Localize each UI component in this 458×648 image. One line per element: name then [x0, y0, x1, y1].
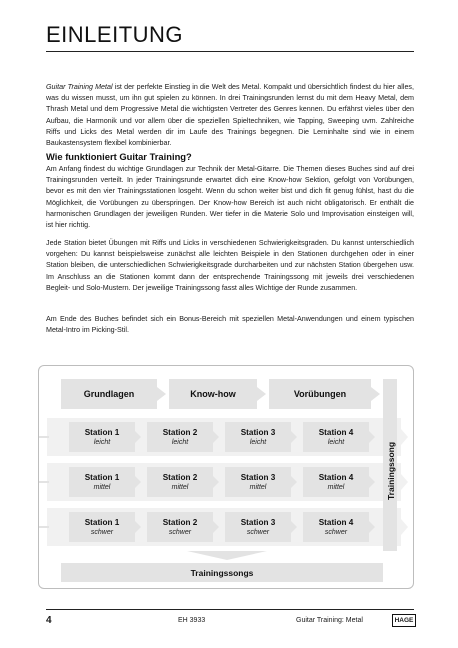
- flow-tick: [39, 436, 49, 438]
- body-paragraph-3: Am Ende des Buches befindet sich ein Bonus-Bereich mit speziellen Metal-Anwendungen und einem typischen Metal-Intro im Picking-Stil.: [46, 315, 414, 335]
- station-level: leicht: [327, 438, 345, 446]
- intro-lead: Guitar Training Metal: [46, 83, 113, 91]
- station-level: mittel: [171, 483, 189, 491]
- edition-code: EH 3933: [178, 617, 206, 624]
- flow-tick: [39, 481, 49, 483]
- training-diagram: [38, 365, 414, 589]
- intro-paragraph: [46, 82, 414, 149]
- station-1-schwer: [69, 512, 135, 542]
- station-4-leicht: [303, 422, 369, 452]
- station-name: Station 3: [240, 427, 276, 437]
- page-number: 4: [46, 615, 52, 626]
- station-level: leicht: [249, 438, 267, 446]
- station-level: leicht: [171, 438, 189, 446]
- body-paragraph-2: Jede Station bietet Übungen mit Riffs und Licks in verschiedenen Schwierigkeitsgraden. Du kannst unterschiedlich vorgehen: Du kannst beispielsweise zunächst alle leichten Beispiele in den Stationen durchgehen oder in einer Station bleiben, die unterschiedlichen Schwierigkeitsgrade durcharbeiten und zur nächsten Station übergehen usw. Im Anschluss an die Stationen kommt dann der entsprechende Trainingssong mit jeweils drei verschiedenen Begleit- und Solo-Mustern. Der jeweilige Trainingssong fasst alles Wichtige der Runde zusammen.: [46, 239, 414, 292]
- trainingssong-text: Trainingssong: [386, 441, 396, 501]
- station-4-schwer: [303, 512, 369, 542]
- station-name: Station 3: [240, 472, 276, 482]
- band-arrow: [401, 429, 408, 445]
- down-arrow: [187, 551, 267, 560]
- station-name: Station 1: [84, 427, 120, 437]
- station-2-leicht: [147, 422, 213, 452]
- flow-tick: [39, 526, 49, 528]
- station-2-mittel: [147, 467, 213, 497]
- band-arrow: [401, 519, 408, 535]
- station-name: Station 3: [240, 517, 276, 527]
- station-name: Station 1: [84, 517, 120, 527]
- station-level: schwer: [168, 528, 192, 536]
- publisher-logo: HAGE: [392, 614, 416, 627]
- station-3-mittel: [225, 467, 291, 497]
- station-level: schwer: [324, 528, 348, 536]
- station-name: Station 2: [162, 472, 198, 482]
- station-level: schwer: [90, 528, 114, 536]
- station-3-schwer: [225, 512, 291, 542]
- station-level: mittel: [327, 483, 345, 491]
- station-name: Station 2: [162, 517, 198, 527]
- body-paragraph-1: Am Anfang findest du wichtige Grundlagen zur Technik der Metal-Gitarre. Die Themen dieses Buches sind auf drei Trainingsrunden verteilt. In jeder Trainingsrunde erwartet dich eine Know-how Sektion, gefolgt von Vorübungen, bevor es mit den vier Trainingsstationen losgeht. Wenn du schon weiter bist und dich fit genug fühlst, hast du die Möglichkeit, die Vorübungen zu überspringen. Der Know-how Bereich ist auch nicht obligatorisch. Er enthält die harmonischen Grundlagen der jeweiligen Runden. Wer tiefer in die Materie Solo und Improvisation einsteigen will, ist hier richtig.: [46, 165, 414, 230]
- header-know-how: Know-how: [169, 379, 257, 409]
- station-2-schwer: [147, 512, 213, 542]
- station-level: mittel: [249, 483, 267, 491]
- station-1-leicht: [69, 422, 135, 452]
- station-level: mittel: [93, 483, 111, 491]
- station-name: Station 4: [318, 472, 354, 482]
- station-name: Station 4: [318, 427, 354, 437]
- book-title: Guitar Training: Metal: [296, 617, 363, 624]
- section-heading: Wie funktioniert Guitar Training?: [46, 151, 192, 162]
- station-4-mittel: [303, 467, 369, 497]
- header-grundlagen: Grundlagen: [61, 379, 157, 409]
- title-rule: [46, 51, 414, 52]
- station-level: leicht: [93, 438, 111, 446]
- station-name: Station 2: [162, 427, 198, 437]
- station-name: Station 1: [84, 472, 120, 482]
- station-level: schwer: [246, 528, 270, 536]
- station-3-leicht: [225, 422, 291, 452]
- trainingssong-label: [385, 426, 397, 516]
- intro-text: ist der perfekte Einstieg in die Welt des Metal. Kompakt und übersichtlich findest du hier alles, was du wissen musst, um ihn gut spielen zu können. In drei Trainingsrunden lernst du mit dem Heavy Metal, dem Thrash Metal und dem Progressive Metal die wichtigsten Vertreter des Genres kennen. Du erfährst vieles über den Aufbau, die Harmonik und vor allem über die speziellen Spieltechniken, wie Tapping, Sweeping uvm. Zahlreiche Riffs und Licks des Metal werden dir im Laufe des Trainings begegnen. Die Lerninhalte sind wie in einem Baukastensystem flexibel kombinierbar.: [46, 83, 414, 148]
- station-name: Station 4: [318, 517, 354, 527]
- band-arrow: [401, 474, 408, 490]
- station-1-mittel: [69, 467, 135, 497]
- trainingssongs-box: Trainingssongs: [61, 563, 383, 582]
- footer-rule: [46, 609, 414, 610]
- header-vorubungen: Vorübungen: [269, 379, 371, 409]
- page-title: EINLEITUNG: [46, 22, 184, 47]
